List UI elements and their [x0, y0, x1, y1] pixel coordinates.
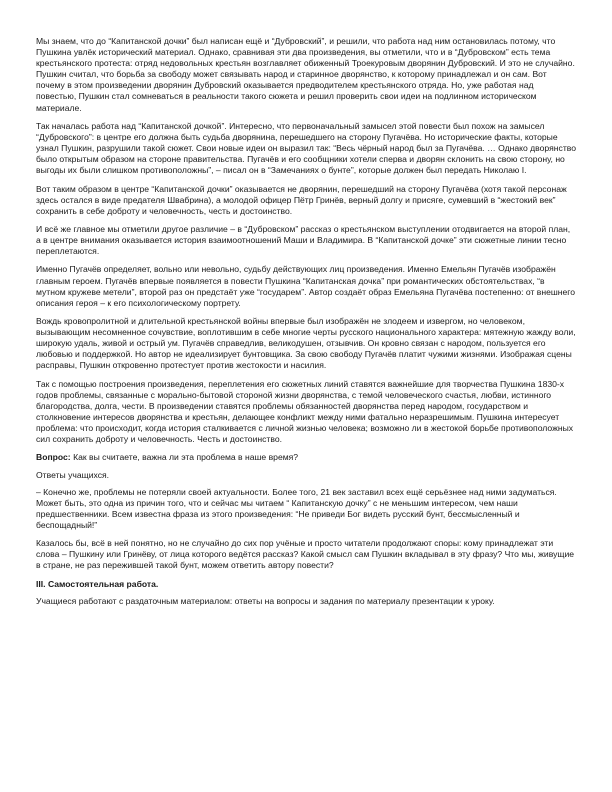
- paragraph-work-beginning: Так началась работа над “Капитанской дочкой”. Интересно, что первоначальный замысел этой повести был похож на замысел “Дубровского”: в центре его должна быть судьба дворянина, перешедшего на сторону Пугачёва. Но исторические факты, которые узнал Пушкин, разрушили такой сюжет. Свои новые идеи он выразил так: “Весь чёрный народ был за Пугачёва. … Однако дворянство было открытым образом на стороне правительства. Пугачёв и его сообщники хотели сперва и дворян склонить на свою сторону, но выгоды их были слишком противоположны”, – писал он в “Замечаниях о бунте”, которые должен был передать Николаю I.: [36, 120, 576, 176]
- question-line: [36, 452, 576, 463]
- closing-paragraph: Казалось бы, всё в ней понятно, но не случайно до сих пор учёные и просто читатели продолжают споры: кому принадлежат эти слова – Пушкину или Гринёву, от лица которого ведётся рассказ? Какой смысл сам Пушкин вкладывал в эту фразу? Что мы, живущие в стране, не раз пережившей такой бунт, можем ответить автору повести?: [36, 538, 575, 571]
- paragraph-problems: Так с помощью построения произведения, переплетения его сюжетных линий ставятся важнейшие для творчества Пушкина 1830-х годов проблемы, связанные с морально-бытовой стороной жизни дворянства, с темой человеческого счастья, любви, истинного благородства, долга, чести. В произведении ставятся проблемы обязанностей дворянства перед народом, государством и столкновение интересов дворянства и крестьян, делающее конфликт между ними фатально неразрешимым. Пушкина интересует проблема: что происходит, когда история сталкивается с личной жизнью человека; возможно ли в жестокой борьбе противоположных сил сохранить доброту и человечность. Честь и достоинство.: [36, 378, 574, 445]
- section-heading: III. Самостоятельная работа.: [36, 578, 159, 589]
- students-answer-label: Ответы учащихся.: [36, 469, 110, 480]
- paragraph-main-difference: И всё же главное мы отметили другое различие – в “Дубровском” рассказ о крестьянском выступлении отодвигается на второй план, а в центре внимания оказывается история взаимоотношений Маши и Владимира. В “Капитанской дочке” эти сюжетные линии тесно переплетаются.: [36, 223, 571, 257]
- document-page: [36, 36, 576, 614]
- paragraph-grinev: Вот таким образом в центре “Капитанской дочки” оказывается не дворянин, перешедший на сторону Пугачёва (хотя такой персонаж здесь остался в виде предателя Швабрина), а молодой офицер Пётр Гринёв, верный долгу и присяге, сумевший в “жестокий век” сохранить в себе доброту и человечность, честь и достоинство.: [36, 183, 567, 216]
- paragraph-pugachev-role: Именно Пугачёв определяет, вольно или невольно, судьбу действующих лиц произведения. Именно Емельян Пугачёв изображён главным героем. Пугачёв впервые появляется в повести Пушкина “Капитанская дочка” при романтических обстоятельствах, “в мутном кружеве метели”, второй раз он предстаёт уже “государем”. Автор создаёт образ Емельяна Пугачёва постепенно: от внешнего описания героя – к его психологическому портрету.: [36, 264, 576, 308]
- final-paragraph: Учащиеся работают с раздаточным материалом: ответы на вопросы и задания по материалу презентации к уроку.: [36, 595, 495, 606]
- answer-paragraph: – Конечно же, проблемы не потеряли своей актуальности. Более того, 21 век заставил всех ещё серьёзнее над ними задуматься. Может быть, это одна из причин того, что и сейчас мы читаем “ Капитанскую дочку” с не меньшим интересом, чем наши предшественники. Всем известна фраза из этого произведения: “Не приведи Бог видеть русский бунт, бессмысленный и беспощадный!”: [36, 486, 557, 530]
- question-text: Как вы считаете, важна ли эта проблема в наше время?: [70, 452, 299, 463]
- paragraph-pugachev-character: Вождь кровопролитной и длительной крестьянской войны впервые был изображён не злодеем и извергом, но человеком, вызывающим несомненное сочувствие, воплотившим в себе многие черты русского национального характера: мятежную жажду воли, широкую удаль, живой и острый ум. Пугачёв справедлив, великодушен, отзывчив. Он кровно связан с народом, пользуется его любовью и поддержкой. Но автор не идеализирует бунтовщика. За свою свободу Пугачёв платит чужими жизнями. Изображая сцены расправы, Пушкин откровенно протестует против жестокости и насилия.: [36, 316, 576, 371]
- question-label: Вопрос:: [36, 452, 71, 463]
- paragraph-dubrovsky: Мы знаем, что до “Капитанской дочки” был написан ещё и “Дубровский”, и решили, что работа над ним остановилась потому, что Пушкина увлёк исторический материал. Однако, сравнивая эти два произведения, вы отметили, что и в “Дубровском” есть тема крестьянского протеста: отряд недовольных крестьян возглавляет обиженный Троекуровым дворянин Дубровский. И это не случайно. Пушкин считал, что борьба за свободу может связывать народ и старинное дворянство, к которому принадлежал и он сам. Вот почему в этом произведении дворянин Дубровский оказывается предводителем крестьянского отряда. Но, уже работая над повестью, Пушкин стал сомневаться в реальности такого сюжета и решил проверить свои идеи на подлинном историческом материале.: [36, 36, 575, 113]
